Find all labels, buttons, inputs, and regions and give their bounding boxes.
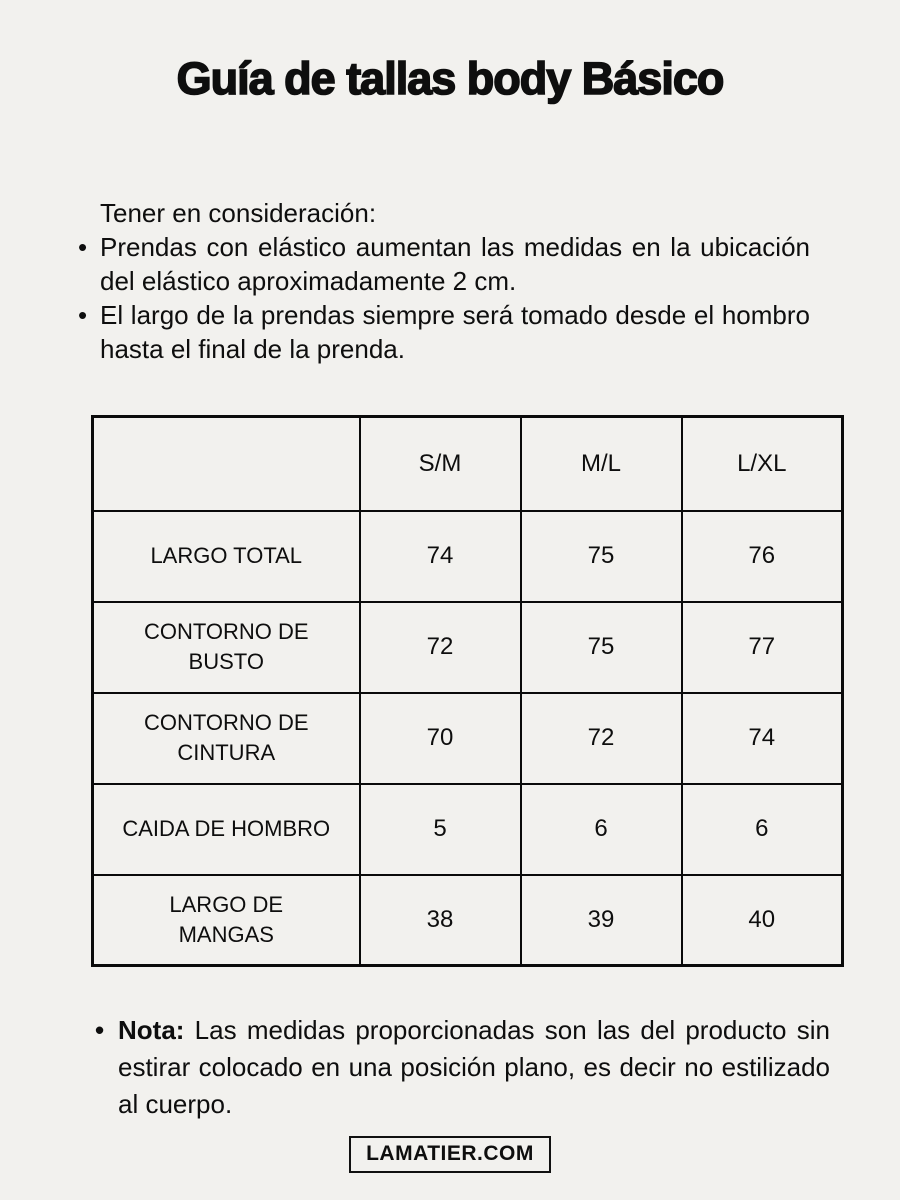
table-row (93, 875, 843, 966)
value-cell: 5 (360, 784, 521, 875)
row-label-cell: CAIDA DE HOMBRO (93, 784, 360, 875)
row-label-cell: LARGO TOTAL (93, 511, 360, 602)
bullet-icon: • (78, 232, 88, 262)
table-row (93, 602, 843, 693)
row-label-cell: CONTORNO DE CINTURA (93, 693, 360, 784)
value-cell: 6 (521, 784, 682, 875)
bullet-icon: • (78, 300, 88, 330)
row-label-cell: LARGO DE MANGAS (93, 875, 360, 966)
value-cell: 75 (521, 511, 682, 602)
note (95, 1012, 830, 1123)
bullet-icon: • (95, 1015, 105, 1045)
page-title: Guía de tallas body Básico (176, 53, 724, 104)
table-header-cell: M/L (521, 417, 682, 511)
value-cell: 75 (521, 602, 682, 693)
value-cell: 39 (521, 875, 682, 966)
brand-badge: LAMATIER.COM (349, 1136, 551, 1173)
consideration-text: Prendas con elástico aumentan las medidas en la ubicación del elástico aproximadamente 2 cm. (100, 232, 810, 296)
value-cell: 72 (360, 602, 521, 693)
table-header-cell (93, 417, 360, 511)
note-section (95, 1012, 830, 1123)
table-row (93, 511, 843, 602)
row-label-cell: CONTORNO DE BUSTO (93, 602, 360, 693)
value-cell: 70 (360, 693, 521, 784)
considerations-heading: Tener en consideración: (100, 198, 377, 228)
size-table (91, 415, 844, 967)
table-header-cell: L/XL (682, 417, 843, 511)
consideration-item (78, 298, 810, 366)
value-cell: 74 (682, 693, 843, 784)
value-cell: 38 (360, 875, 521, 966)
consideration-text: El largo de la prendas siempre será tomado desde el hombro hasta el final de la prenda. (100, 300, 810, 364)
considerations-section (78, 196, 810, 366)
value-cell: 72 (521, 693, 682, 784)
value-cell: 40 (682, 875, 843, 966)
value-cell: 76 (682, 511, 843, 602)
value-cell: 74 (360, 511, 521, 602)
value-cell: 77 (682, 602, 843, 693)
table-row (93, 784, 843, 875)
table-header-cell: S/M (360, 417, 521, 511)
note-text: Las medidas proporcionadas son las del producto sin estirar colocado en una posición plano, es decir no estilizado al cuerpo. (118, 1015, 830, 1119)
table-row (93, 693, 843, 784)
table-header-row (93, 417, 843, 511)
considerations-list (78, 230, 810, 366)
footer (0, 1136, 900, 1173)
consideration-item (78, 230, 810, 298)
value-cell: 6 (682, 784, 843, 875)
note-label: Nota: (118, 1015, 185, 1045)
